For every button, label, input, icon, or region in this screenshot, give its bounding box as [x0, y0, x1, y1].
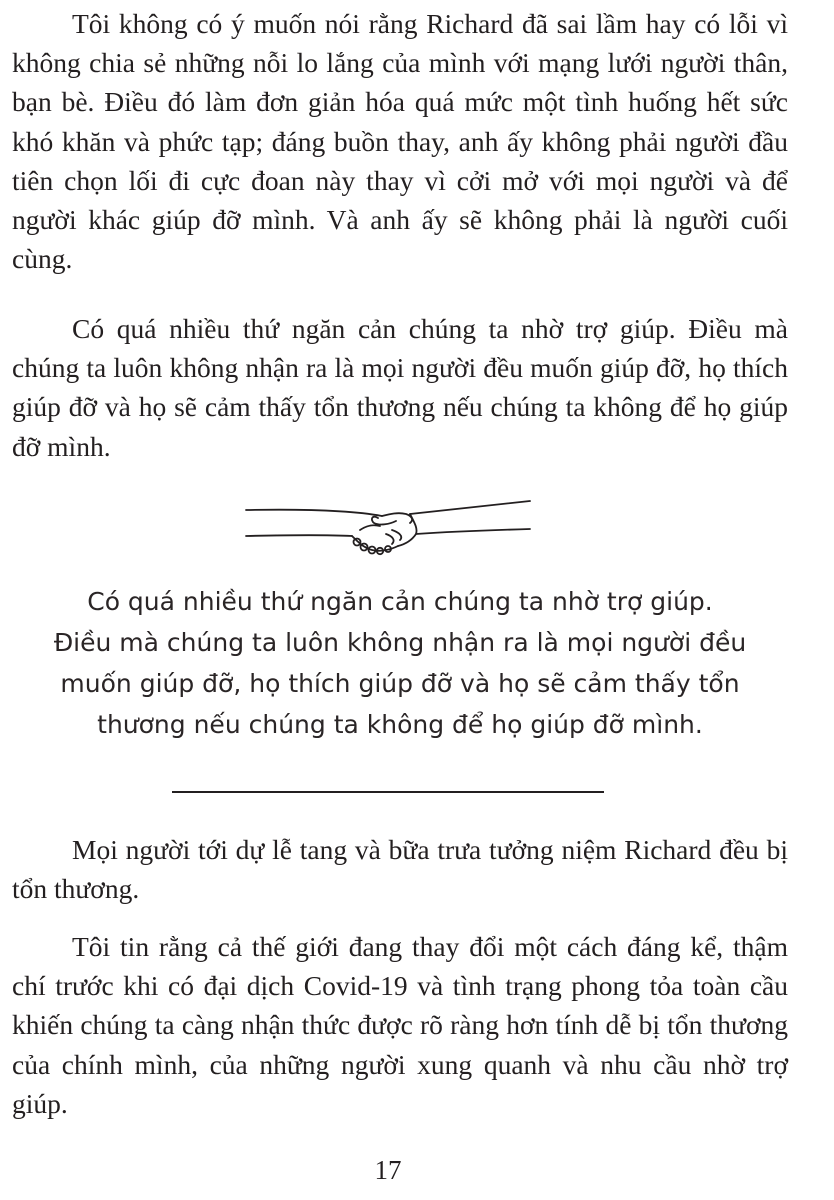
section-divider [172, 791, 604, 793]
page-number: 17 [374, 1155, 402, 1185]
handshake-icon [240, 490, 540, 560]
handshake-ornament [240, 490, 540, 560]
pull-quote-line-1: Có quá nhiều thứ ngăn cản chúng ta nhờ trợ giúp. [87, 587, 713, 616]
body-paragraph-4: Tôi tin rằng cả thế giới đang thay đổi một cách đáng kể, thậm chí trước khi có đại dịch Covid-19 và tình trạng phong tỏa toàn cầu khiến chúng ta càng nhận thức được rõ ràng hơn tính dễ bị tổn thương của chính mình, của những người xung quanh và nhu cầu nhờ trợ giúp. [12, 931, 788, 1119]
pull-quote-line-4: thương nếu chúng ta không để họ giúp đỡ mình. [97, 710, 703, 739]
pull-quote [12, 581, 788, 745]
body-paragraph-2: Có quá nhiều thứ ngăn cản chúng ta nhờ trợ giúp. Điều mà chúng ta luôn không nhận ra là mọi người đều muốn giúp đỡ, họ thích giúp đỡ và họ sẽ cảm thấy tổn thương nếu chúng ta không để họ giúp đỡ mình. [12, 313, 788, 462]
body-paragraph-3: Mọi người tới dự lễ tang và bữa trưa tưởng niệm Richard đều bị tổn thương. [12, 834, 788, 905]
pull-quote-line-2: Điều mà chúng ta luôn không nhận ra là mọi người đều [53, 628, 747, 657]
body-paragraph-1: Tôi không có ý muốn nói rằng Richard đã sai lầm hay có lỗi vì không chia sẻ những nỗi lo lắng của mình với mạng lưới người thân, bạn bè. Điều đó làm đơn giản hóa quá mức một tình huống hết sức khó khăn và phức tạp; đáng buồn thay, anh ấy không phải người đầu tiên chọn lối đi cực đoan này thay vì cởi mở với mọi người và để người khác giúp đỡ mình. Và anh ấy sẽ không phải là người cuối cùng. [12, 8, 788, 275]
pull-quote-line-3: muốn giúp đỡ, họ thích giúp đỡ và họ sẽ cảm thấy tổn [60, 669, 740, 698]
